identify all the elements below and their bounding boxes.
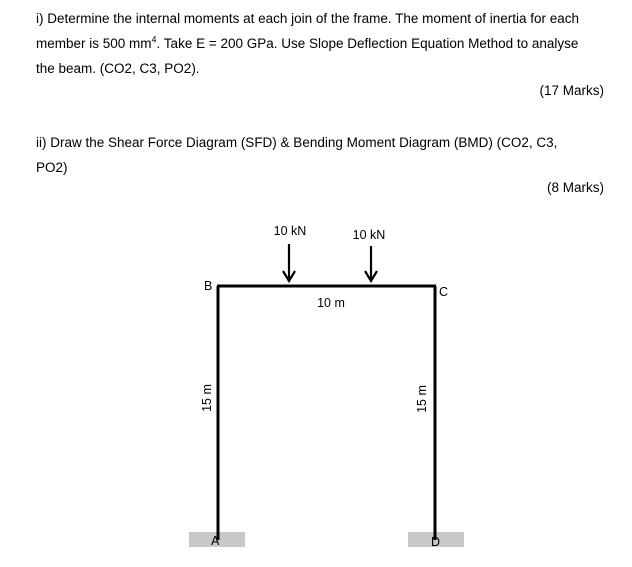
question-1-line-2-start: member is 500 mm xyxy=(36,36,152,51)
exponent: 4 xyxy=(151,34,157,45)
question-2-line-2: PO2) xyxy=(36,160,68,175)
load-2-label: 10 kN xyxy=(352,228,386,242)
beam-length-label: 10 m xyxy=(317,296,345,310)
question-1-line-3: the beam. (CO2, C3, PO2). xyxy=(36,61,200,76)
load-1-label: 10 kN xyxy=(273,224,307,238)
question-1-line-1: i) Determine the internal moments at each join of the frame. The moment of inertia for each xyxy=(36,11,580,26)
left-column-length-label: 15 m xyxy=(200,384,214,412)
node-c-label: C xyxy=(439,285,449,299)
question-1-marks: (17 Marks) xyxy=(539,83,604,98)
load-arrow-2 xyxy=(365,246,377,281)
node-a-label: A xyxy=(211,534,220,548)
question-2-marks: (8 Marks) xyxy=(547,180,604,195)
node-b-label: B xyxy=(204,279,213,293)
node-d-label: D xyxy=(431,535,441,549)
load-arrow-1 xyxy=(283,244,295,281)
right-column-length-label: 15 m xyxy=(415,385,429,413)
question-2-line-1: ii) Draw the Shear Force Diagram (SFD) & Bending Moment Diagram (BMD) (CO2, C3, xyxy=(36,135,558,150)
question-1-line-2-end: . Take E = 200 GPa. Use Slope Deflection Equation Method to analyse xyxy=(156,36,579,51)
